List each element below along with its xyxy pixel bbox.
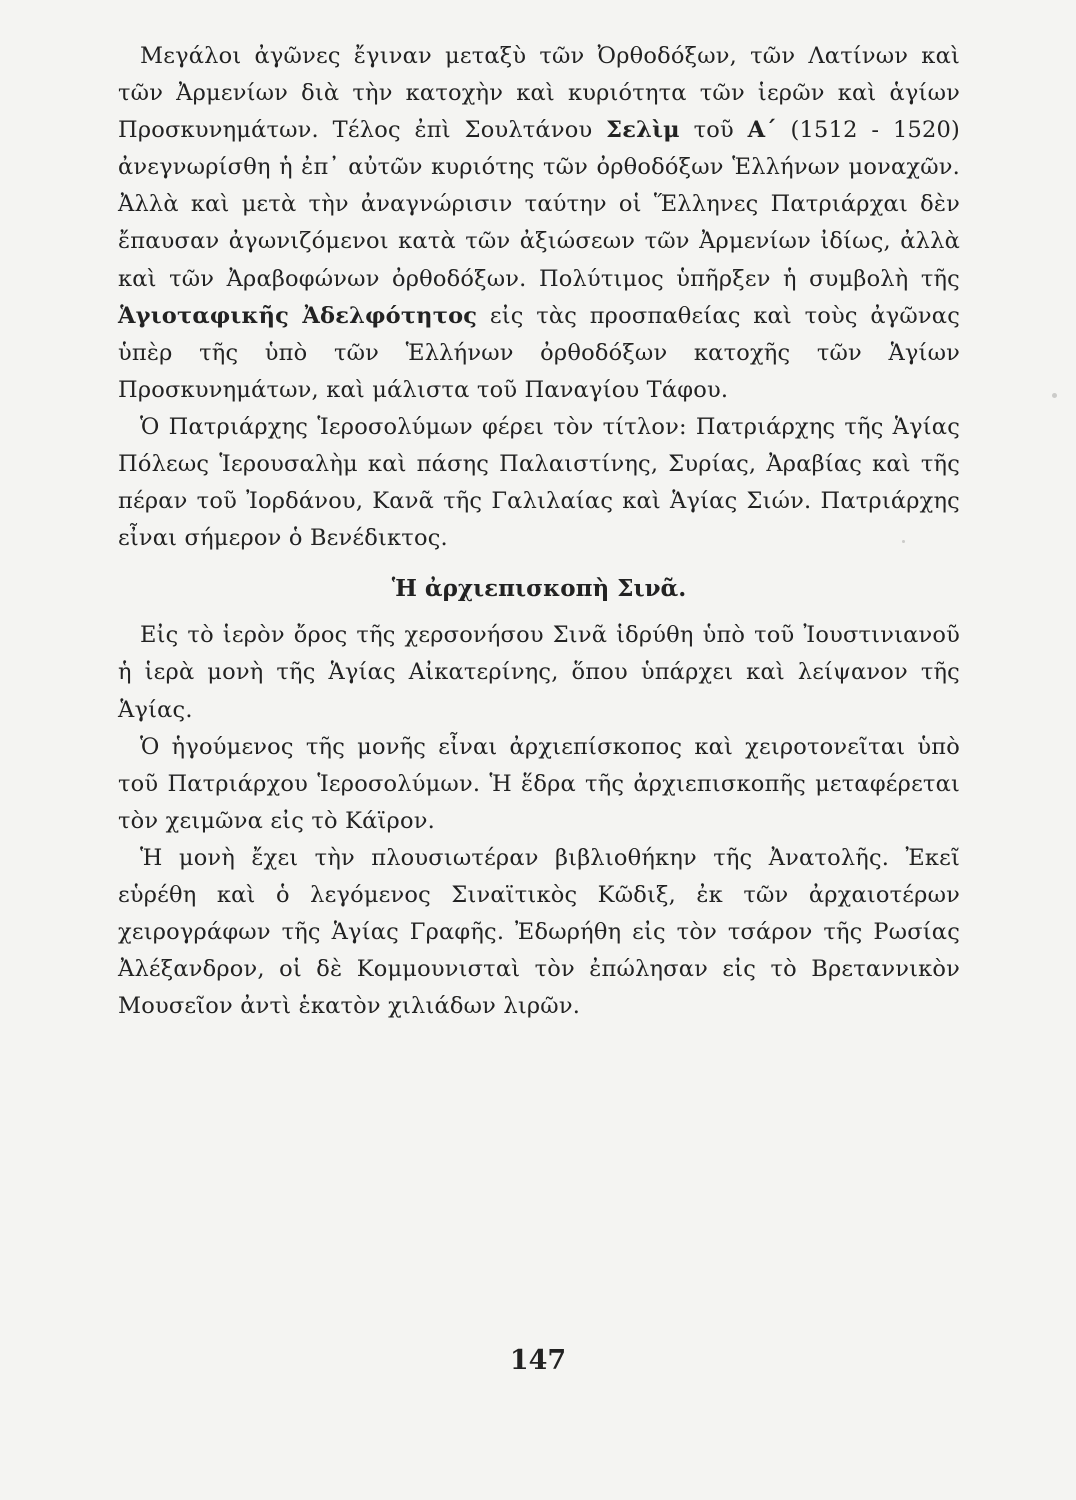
paragraph-text: Μεγάλοι ἀγῶνες ἔγιναν μεταξὺ τῶν Ὀρθοδόξων, τῶν Λατίνων καὶ τῶν Ἀρμενίων διὰ τὴν κατοχὴν καὶ κυριότητα τῶν ἱερῶν καὶ ἁγίων Προσκυνημάτων. Τέλος ἐπὶ Σουλτάνου [118, 43, 960, 144]
page-body [118, 38, 960, 1025]
paragraph-text: τοῦ [679, 117, 748, 144]
paragraph-text: (1512 - 1520) ἀνεγνωρίσθη ἡ ἐπ᾽ αὐτῶν κυριότης τῶν ὀρθοδόξων Ἑλλήνων μοναχῶν. Ἀλλὰ καὶ μετὰ τὴν ἀναγνώρισιν ταύτην οἱ Ἕλληνες Πατριάρχαι δὲν ἔπαυσαν ἀγωνιζόμενοι κατὰ τῶν ἀξιώσεων τῶν Ἀρμενίων ἰδίως, ἀλλὰ καὶ τῶν Ἀραβοφώνων ὀρθοδόξων. Πολύτιμος ὑπῆρξεν ἡ συμβολὴ τῆς [118, 117, 960, 292]
brotherhood-name: Ἁγιοταφικῆς Ἀδελφότητος [118, 302, 478, 329]
scan-speck [1052, 393, 1057, 398]
paragraph-abbot: Ὁ ἡγούμενος τῆς μονῆς εἶναι ἀρχιεπίσκοπος καὶ χειροτονεῖται ὑπὸ τοῦ Πατριάρχου Ἱεροσολύμων. Ἡ ἕδρα τῆς ἀρχιεπισκοπῆς μεταφέρεται τὸν χειμῶνα εἰς τὸ Κάϊρον. [118, 733, 960, 834]
sultan-name: Σελὶμ [606, 117, 680, 144]
sultan-numeral: Α΄ [747, 117, 777, 144]
scan-speck [902, 540, 905, 543]
section-heading: Ἡ ἀρχιεπισκοπὴ Σινᾶ. [391, 575, 687, 603]
paragraph-patriarch-title: Ὁ Πατριάρχης Ἱεροσολύμων φέρει τὸν τίτλον: Πατριάρχης τῆς Ἁγίας Πόλεως Ἱερουσαλὴμ καὶ πάσης Παλαιστίνης, Συρίας, Ἀραβίας καὶ τῆς πέραν τοῦ Ἰορδάνου, Κανᾶ τῆς Γαλιλαίας καὶ Ἁγίας Σιών. Πατριάρχης εἶναι σήμερον ὁ Βενέδικτος. [118, 413, 960, 552]
paragraph-text: εἰς τὰς προσπαθείας καὶ τοὺς ἀγῶνας ὑπὲρ τῆς ὑπὸ τῶν Ἑλλήνων ὀρθοδόξων κατοχῆς τῶν Ἁγίων Προσκυνημάτων, καὶ μάλιστα τοῦ Παναγίου Τάφου. [118, 302, 960, 403]
paragraph-library: Ἡ μονὴ ἔχει τὴν πλουσιωτέραν βιβλιοθήκην τῆς Ἀνατολῆς. Ἐκεῖ εὑρέθη καὶ ὁ λεγόμενος Σιναϊτικὸς Κῶδιξ, ἐκ τῶν ἀρχαιοτέρων χειρογράφων τῆς Ἁγίας Γραφῆς. Ἐδωρήθη εἰς τὸν τσάρον τῆς Ρωσίας Ἀλέξανδρον, οἱ δὲ Κομμουνισταὶ τὸν ἐπώλησαν εἰς τὸ Βρεταννικὸν Μουσεῖον ἀντὶ ἑκατὸν χιλιάδων λιρῶν. [118, 844, 960, 1020]
paragraph-holy-places-struggles [118, 38, 960, 409]
paragraph-sinai-monastery: Εἰς τὸ ἱερὸν ὄρος τῆς χερσονήσου Σινᾶ ἱδρύθη ὑπὸ τοῦ Ἰουστινιανοῦ ἡ ἱερὰ μονὴ τῆς Ἁγίας Αἰκατερίνης, ὅπου ὑπάρχει καὶ λείψανον τῆς Ἁγίας. [118, 622, 960, 723]
page-number: 147 [509, 1345, 567, 1376]
